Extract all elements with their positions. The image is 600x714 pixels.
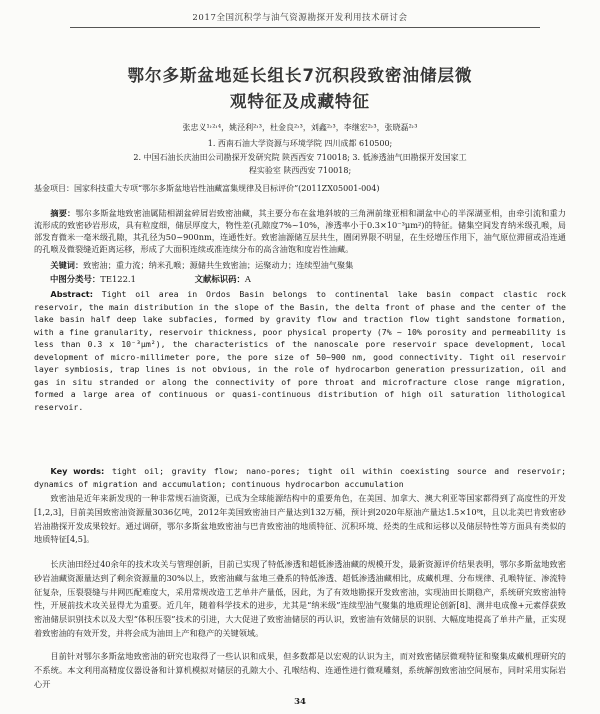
doc-code-value: A [244, 274, 251, 284]
affiliation-1: 1. 西南石油大学资源与环境学院 四川成都 610500; [207, 139, 393, 148]
abstract-en [34, 288, 566, 413]
keywords-en-label: Key words: [50, 466, 105, 476]
abstract-cn [34, 207, 566, 255]
classification-label: 中图分类号： [50, 274, 101, 284]
classification-value: TE122.1 [100, 274, 136, 284]
paper-title-line-1: 鄂尔多斯盆地延长组长7沉积段致密油储层微 [127, 66, 473, 85]
keywords-en [34, 465, 566, 490]
keywords-en-text: tight oil; gravity flow; nano-pores; tight oil within coexisting source and reservoir; dynamics of migration and accumulation; continuous hydrocarbon accumulation [34, 466, 566, 489]
keywords-cn-label: 关键词： [50, 260, 84, 270]
affiliation-3: 程实验室 陕西西安 710018; [248, 166, 352, 175]
affiliation-2: 2. 中国石油长庆油田公司勘探开发研究院 陕西西安 710018; 3. 低渗透油气田勘探开发国家工 [133, 153, 467, 162]
abstract-cn-label: 摘要： [50, 208, 76, 218]
paper-title-line-2: 观特征及成藏特征 [230, 92, 370, 111]
abstract-en-label: Abstract: [50, 289, 93, 299]
keywords-cn [34, 259, 566, 271]
keywords-cn-text: 致密油；重力流；纳米孔喉；源储共生致密油；运聚动力；连续型油气聚集 [83, 260, 354, 270]
body-paragraph-2: 长庆油田经过40余年的技术攻关与管理创新，目前已实现了特低渗透和超低渗透油藏的规模开发，最新资源评价结果表明，鄂尔多斯盆地致密砂岩油藏资源量达到了剩余资源量的30%以上，致密油藏与盆地三叠系的特低渗透、超低渗透油藏相比，成藏机理、分布规律、孔喉特征、渗流特征复杂，压裂裂缝与井网匹配难度大，采用常规改造工艺单井产量低，因此，为了有效地勘探开发致密油，实现油田长期稳产，系统研究致密油特性，开展前技术攻关显得尤为重要。近几年，随着科学技术的进步，尤其是“纳米级”连续型油气聚集的地质理论创新[8]、测井电成像+元素俘获致密油储层识别技术以及大型“体积压裂”技术的引进，大大促进了致密油储层的再认识，致密油有效储层的识别、大幅度地提高了单井产量，正实现着致密油的有效开发，并将会成为油田上产和稳产的关键领域。 [34, 559, 566, 638]
classification-row [50, 273, 570, 285]
fund-note: 基金项目：国家科技重大专项“鄂尔多斯盆地岩性油藏富集规律及目标评价”(2011ZX05001-004) [34, 184, 380, 193]
body-paragraph-3: 目前针对鄂尔多斯盆地致密油的研究也取得了一些认识和成果，但多数都是以宏观的认识为主，而对致密储层微观特征和聚集成藏机理研究的不系统。本文利用高精度仪器设备和计算机模拟对储层的孔隙大小、孔喉结构、连通性进行微观雕刻，系统解剖致密油空间展布，同时采用实际岩心开 [34, 651, 566, 689]
header-rule [70, 27, 540, 28]
author-list: 张忠义¹˒²˒⁴，姚泾利²˒³，杜金良²˒³，刘鑫²˒³，李继宏²˒³，张晓磊²˒³ [182, 123, 418, 132]
body-paragraph-1: 致密油是近年来新发现的一种非常规石油资源，已成为全球能源结构中的重要角色，在美国、加拿大、澳大利亚等国家都得到了高度性的开发[1,2,3]，目前美国致密油资源量3036亿吨，2012年美国致密油日产量达到132万桶，预计到2020年原油产量达1.5×10⁸t，且以北美巴肯致密砂岩油勘探开发成果较好。通过调研，鄂尔多斯盆地致密油与巴肯致密油的地质特征、沉积环境、烃类的生成和运移以及储层特性等方面具有类似的地质特征[4,5]。 [34, 493, 566, 545]
page-number: 34 [294, 697, 306, 707]
abstract-en-text: Tight oil area in Ordos Basin belongs to continental lake basin compact clastic rock reservoir, the main distribution in the slope of the Basin, the delta front of phase and the center of the lake basin half deep lake subfacies, formed by gravity flow and traction flow tight sandstone formation, with a fine granularity, reservoir thickness, poor physical property (7% ~ 10% porosity and permeability is less than 0.3 x 10⁻³μm²), the characteristics of the nanoscale pore reservoir space development, local development of micro-millimeter pore, the pore size of 50~900 nm, good connectivity. Tight oil reservoir layer symbiosis, trap lines is not obvious, in the role of hydrocarbon generation pressurization, oil and gas in situ stranded or along the connectivity of pore throat and microfracture close range migration, formed a large area of continuous or quasi-continuous distribution of high oil saturation lithological reservoir. [34, 289, 566, 412]
doc-code-label: 文献标识码： [194, 274, 245, 284]
abstract-cn-text: 鄂尔多斯盆地致密油属陆相湖盆碎屑岩致密油藏，其主要分布在盆地斜坡的三角洲前缘亚相和湖盆中心的半深湖亚相，由牵引流和重力流形成的致密砂岩形成，具有粒度细，储层厚度大，物性差(孔隙度7%~10%，渗透率小于0.3×10⁻³μm²)的特征。储集空间发育纳米级孔喉，局部发育微米一毫米级孔隙，其孔径为50~900nm，连通性好。致密油源储互层共生，圈闭界限不明显，在生烃增压作用下，油气原位滞留或沿连通的孔喉及微裂缝近距离运移，形成了大面积连续或准连续分布的高含油饱和度岩性油藏。 [34, 208, 566, 254]
running-head: 2017全国沉积学与油气资源勘探开发利用技术研讨会 [192, 13, 408, 23]
